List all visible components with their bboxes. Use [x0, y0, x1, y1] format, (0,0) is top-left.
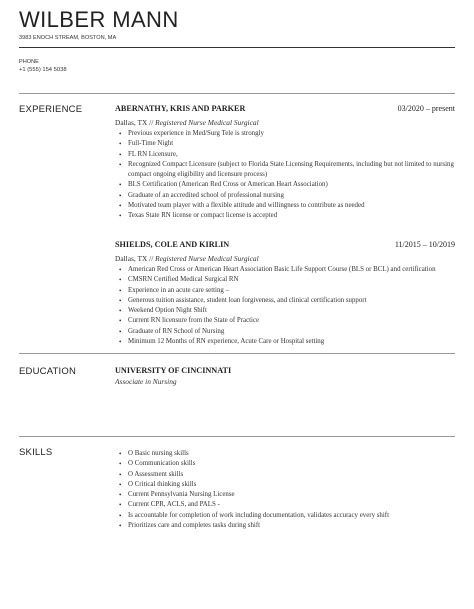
section-divider-education — [19, 353, 455, 354]
job-location: Dallas, TX // — [115, 118, 154, 127]
job-duties-list — [115, 265, 455, 347]
degree-name: Associate in Nursing — [115, 377, 177, 386]
phone-number: +1 (555) 154 5038 — [19, 67, 67, 73]
job-title: Registered Nurse Medical Surgical — [155, 118, 259, 127]
phone-label: PHONE — [19, 59, 39, 65]
list-item: • Current CPR, ACLS, and PALS - — [115, 500, 465, 510]
education-heading: EDUCATION — [19, 366, 77, 377]
list-item: • O Critical thinking skills — [115, 480, 465, 490]
skills-list — [115, 449, 465, 531]
job-entry — [115, 104, 455, 222]
section-divider-skills — [19, 436, 455, 437]
list-item: • Graduate of RN School of Nursing — [115, 327, 455, 337]
list-item: • Motivated team player with a flexible attitude and willingness to contribute as needed — [115, 201, 455, 211]
header-divider — [19, 47, 455, 48]
candidate-address: 3983 ENOCH STREAM, BOSTON, MA — [19, 35, 117, 41]
list-item: • Is accountable for completion of work including documentation, validates accuracy every shift — [115, 511, 465, 521]
list-item: • Graduate of an accredited school of professional nursing — [115, 191, 455, 201]
education-entry — [115, 364, 455, 387]
list-item: • Minimum 12 Months of RN experience, Acute Care or Hospital setting — [115, 337, 455, 347]
job-dates: 11/2015 – 10/2019 — [394, 240, 455, 249]
list-item: • Full-Time Night — [115, 139, 455, 149]
list-item: • Current Pennsylvania Nursing License — [115, 490, 465, 500]
list-item: • O Basic nursing skills — [115, 449, 465, 459]
skills-entry — [115, 448, 465, 531]
skills-heading: SKILLS — [19, 447, 53, 458]
list-item: • Texas State RN license or compact license is accepted — [115, 211, 455, 221]
job-title: Registered Nurse Medical Surgical — [155, 254, 259, 263]
list-item: • O Communication skills — [115, 459, 465, 469]
list-item: • Current RN licensure from the State of Practice — [115, 316, 455, 326]
list-item: • American Red Cross or American Heart Association Basic Life Support Course (BLS or BCL) and certification — [115, 265, 455, 275]
job-employer: ABERNATHY, KRIS AND PARKER — [115, 104, 246, 113]
list-item: • FL RN Licensure, — [115, 150, 455, 160]
job-location-title — [115, 117, 455, 128]
school-name: UNIVERSITY OF CINCINNATI — [115, 366, 232, 375]
job-location-title — [115, 253, 455, 264]
list-item: • Weekend Option Night Shift — [115, 306, 455, 316]
list-item: • Previous experience in Med/Surg Tele is strongly — [115, 129, 455, 139]
job-dates: 03/2020 – present — [397, 104, 455, 113]
section-divider-experience — [19, 93, 455, 94]
job-duties-list — [115, 129, 455, 222]
list-item: • Generous tuition assistance, student loan forgiveness, and clinical certification support — [115, 296, 455, 306]
list-item: • Recognized Compact Licensure (subject to Florida State Licensing Requirements, including but not limited to nursing compact ongoing eligibility and licensure process) — [115, 160, 455, 181]
job-entry — [115, 240, 455, 347]
list-item: • Experience in an acute care setting – — [115, 286, 455, 296]
list-item: • Prioritizes care and completes tasks during shift — [115, 521, 465, 531]
list-item: • CMSRN Certified Medical Surgical RN — [115, 275, 455, 285]
experience-heading: EXPERIENCE — [19, 104, 83, 115]
job-employer: SHIELDS, COLE AND KIRLIN — [115, 240, 230, 249]
list-item: • BLS Certification (American Red Cross or American Heart Association) — [115, 180, 455, 190]
job-location: Dallas, TX // — [115, 254, 154, 263]
candidate-name: WILBER MANN — [19, 7, 179, 32]
list-item: • O Assessment skills — [115, 470, 465, 480]
